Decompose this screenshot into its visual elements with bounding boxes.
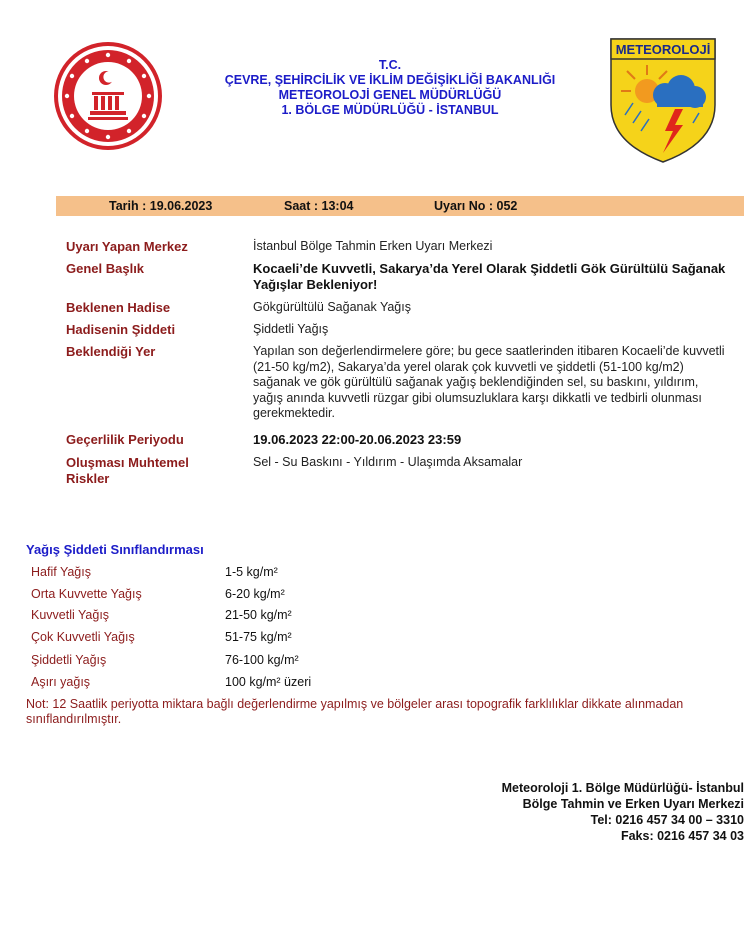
warning-time: Saat : 13:04 xyxy=(284,199,354,213)
class-value: 100 kg/m² üzeri xyxy=(225,675,312,689)
footer-center: Bölge Tahmin ve Erken Uyarı Merkezi xyxy=(522,797,744,811)
class-name: Hafif Yağış xyxy=(31,565,91,579)
footer-fax: Faks: 0216 457 34 03 xyxy=(620,829,744,843)
class-value: 76-100 kg/m² xyxy=(225,653,299,667)
class-name: Orta Kuvvette Yağış xyxy=(31,587,142,601)
class-value: 6-20 kg/m² xyxy=(225,587,285,601)
value-validity-period: 19.06.2023 22:00-20.06.2023 23:59 xyxy=(253,432,462,447)
classification-title: Yağış Şiddeti Sınıflandırması xyxy=(26,542,204,557)
header-line-region: 1. BÖLGE MÜDÜRLÜĞÜ - İSTANBUL xyxy=(281,103,499,117)
ministry-seal-logo xyxy=(52,40,164,152)
value-general-title: Kocaeli’de Kuvvetli, Sakarya’da Yerel Olarak Şiddetli Gök Gürültülü Sağanak Yağışlar Bekleniyor! xyxy=(253,261,726,292)
class-value: 51-75 kg/m² xyxy=(225,630,292,644)
footer-directorate: Meteoroloji 1. Bölge Müdürlüğü- İstanbul xyxy=(501,781,744,795)
contact-footer xyxy=(502,780,744,844)
header-line-directorate: METEOROLOJİ GENEL MÜDÜRLÜĞÜ xyxy=(278,88,502,102)
value-issuing-center: İstanbul Bölge Tahmin Erken Uyarı Merkezi xyxy=(253,239,493,253)
class-name: Şiddetli Yağış xyxy=(31,653,107,667)
header-line-ministry: ÇEVRE, ŞEHİRCİLİK VE İKLİM DEĞİŞİKLİĞİ BAKANLIĞI xyxy=(224,73,556,87)
warning-info-band xyxy=(56,196,744,216)
header-line-tc: T.C. xyxy=(378,58,402,72)
class-name: Kuvvetli Yağış xyxy=(31,608,110,622)
classification-note: Not: 12 Saatlik periyotta miktara bağlı değerlendirme yapılmış ve bölgeler arası topografik farklılıklar dikkate alınmadan sınıflandırılmıştır. xyxy=(26,697,684,726)
label-expected-event: Beklenen Hadise xyxy=(66,300,171,315)
class-value: 21-50 kg/m² xyxy=(225,608,292,622)
label-event-severity: Hadisenin Şiddeti xyxy=(66,322,176,337)
label-general-title: Genel Başlık xyxy=(66,261,145,276)
class-name: Aşırı yağış xyxy=(31,675,91,689)
footer-phone: Tel: 0216 457 34 00 – 3310 xyxy=(590,813,744,827)
meteoroloji-shield-logo xyxy=(607,35,719,165)
ministry-header xyxy=(200,58,580,118)
value-expected-event: Gökgürültülü Sağanak Yağış xyxy=(253,300,411,314)
label-validity-period: Geçerlilik Periyodu xyxy=(66,432,184,447)
meteoroloji-logo-text: METEOROLOJİ xyxy=(615,42,711,57)
class-name: Çok Kuvvetli Yağış xyxy=(31,630,135,644)
label-possible-risks: Oluşması Muhtemel Riskler xyxy=(66,455,189,486)
warning-number: Uyarı No : 052 xyxy=(434,199,518,213)
value-expected-location: Yapılan son değerlendirmelere göre; bu gece saatlerinden itibaren Kocaeli’de kuvvetli (21-50 kg/m2), Sakarya’da yerel olarak çok kuvvetli ve şiddetli (51-100 kg/m2) sağanak ve gök gürültülü sağanak yağış beklendiğinden sel, su baskını, yıldırım, yağış anında kuvvetli rüzgar gibi olumsuzluklara karşı dikkatli ve tedbirli olunması gerekmektedir. xyxy=(253,344,725,420)
value-possible-risks: Sel - Su Baskını - Yıldırım - Ulaşımda Aksamalar xyxy=(253,455,523,469)
label-expected-location: Beklendiği Yer xyxy=(66,344,156,359)
value-event-severity: Şiddetli Yağış xyxy=(253,322,329,336)
class-value: 1-5 kg/m² xyxy=(225,565,278,579)
label-issuing-center: Uyarı Yapan Merkez xyxy=(66,239,188,254)
warning-date: Tarih : 19.06.2023 xyxy=(109,199,213,213)
